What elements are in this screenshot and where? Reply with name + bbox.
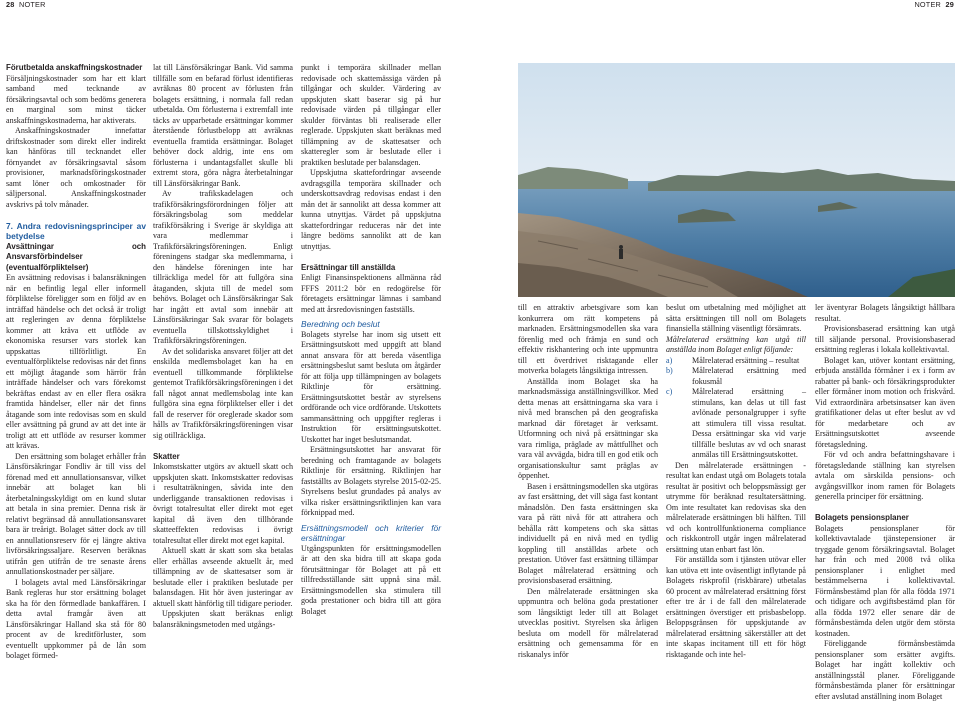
paragraph: Enligt Finansinspektionens allmänna råd FFFS 2011:2 bör en redogörelse för företagets ersättningar lämnas i samband med att årsredovisningen fastställs. xyxy=(301,273,441,314)
paragraph: beslut om utbetalning med möjlighet att sätta ersättningen till noll om Bolagets finansiella ställning väsentligt försämrats. xyxy=(666,303,806,333)
heading-taxes: Skatter xyxy=(153,451,180,461)
text-column-5 xyxy=(666,303,806,659)
list-item: c) Målrelaterad ersättning – stimulans, kan delas ut till fast avlönade personalgrupper i syfte att stimulera till vissa resultat. Dessa ersättningar ska vid varje tillfälle beslutas av vd och snarast anmälas till Ersättningsutskottet. xyxy=(666,387,806,459)
list-item: b) Målrelaterad ersättning med fokusmål xyxy=(666,366,806,386)
paragraph: Uppskjutna skattefordringar avseende avdragsgilla temporära skillnader och underskottsavdrag redovisas endast i den mån det är sannolikt att dessa kommer att kunna utnyttjas. Värdet på uppskjutna skattefordringar reduceras när det inte längre bedöms sannolikt att de kan utnyttjas. xyxy=(301,168,441,251)
archipelago-landscape-image xyxy=(518,63,955,297)
paragraph: Utgångspunkten för ersättningsmodellen är att den ska bidra till att skapa goda förutsättningar för Bolaget att på ett tillfredsställande sätt uppnå sina mål. Ersättningsmodellen ska stimulera till goda prestationer och bidra till att göra Bolaget xyxy=(301,543,441,616)
paragraph: Provisionsbaserad ersättning kan utgå till säljande personal. Provisionsbaserad ersättning regleras i lokala kollektivavtal. xyxy=(815,324,955,354)
paragraph: För anställda som i tjänsten utövar eller kan utöva ett inte oväsentligt inflytande på Bolagets riskprofil (riskbärare) utbetalas 60 procent av målrelaterad ersättning först efter tre år i de fall den målrelaterade ersättningen överstiger ett prisbasbelopp. Beloppsgränsen för uppskjutande av målrelaterad ersättning säkerställer att det inte skapas incitament till ett för högt risktagande och inte hel- xyxy=(666,555,806,659)
paragraph: Bolagets pensionsplaner för kollektivavtalade tjänstepensioner är tryggade genom försäkringsavtal. Bolaget har från och med 2008 två olika pensionsplaner i enlighet med bestämmelserna i kollektivavtal. Förmånsbestämd plan för alla födda 1971 och tidigare och avgiftsbestämd plan för alla födda 1972 eller senare där de förmånsbestämda delen utgör dem största kostnaden. xyxy=(815,523,955,638)
paragraph: ler äventyrar Bolagets långsiktigt hållbara resultat. xyxy=(815,303,955,323)
paragraph-italic: Målrelaterad ersättning kan utgå till anställda inom Bolaget enligt följande: xyxy=(666,334,806,354)
text-column-1 xyxy=(6,63,146,660)
paragraph: Anställda inom Bolaget ska ha marknadsmässiga anställningsvillkor. Med detta menas att ersättningarna ska vara i nivå med branschen på den geografiska marknad där företaget är verksamt. Utformning och nivå på ersättningar ska vara rimliga, präglade av måttfullhet och vara väl avvägda, bidra till en god etik och organisationskultur samt präglas av öppenhet. xyxy=(518,376,658,480)
paragraph: punkt i temporära skillnader mellan redovisade och skattemässiga värden på tillgångar och skulder. Värdering av uppskjuten skatt baserar sig på hur redovisade värden på tillgångar eller skulder förväntas bli realiserade eller reglerade. Uppskjuten skatt beräknas med tillämpning av de skattesatser och skatteregler som är beslutade eller i praktiken beslutade per balansdagen. xyxy=(301,63,441,167)
paragraph: till en attraktiv arbetsgivare som kan konkurrera om rätt kompetens på marknaden. Ersättningsmodellen ska vara förenlig med och främja en sund och effektiv riskhantering och inte uppmuntra till ett överdrivet risktagande eller motverka bolagets långsiktiga intressen. xyxy=(518,303,658,375)
running-header-left xyxy=(6,0,46,9)
section-label-right: NOTER xyxy=(914,0,941,9)
text-column-3 xyxy=(301,63,441,648)
running-header-right xyxy=(914,0,954,9)
landscape-photo xyxy=(518,63,955,297)
paragraph: Den målrelaterade ersättningen - resultat kan endast utgå om Bolagets totala resultat är positivt och beloppsmässigt ger utrymme för beräknad resultatersättning. Om inte resultatet kan redovisas ska den målrelaterade ersättningen bli hälften. Till vd och kontrollfunktionerna compliance och riskkontroll utgår ingen målrelaterad ersättning utan enbart fast lön. xyxy=(666,460,806,554)
page-number-right: 29 xyxy=(945,0,954,9)
text-column-2 xyxy=(153,63,293,648)
paragraph: Föreliggande förmånsbestämda pensionsplaner som ersätter avgifts. Bolaget har ingått kollektiv och anställningsstål planer. Föreliggande förmånsbestämda planer för ersättningar efter avslutad anställning inom Bolaget xyxy=(815,639,955,701)
paragraph: Av det solidariska ansvaret följer att det enskilda medlemsbolaget kan ha en eventuell tillkommande förpliktelse gentemot Trafikförsäkringsföreningen i det fall något annat medlemsbolag inte kan fullgöra sina egna förpliktelser eller i det fall de reserver för oreglerade skador som hålls av Trafikförsäkringsföreningen visar sig otillräckliga. xyxy=(153,346,293,440)
paragraph: Den ersättning som bolaget erhåller från Länsförsäkringar Fondliv är till viss del förenad med ett annullationsansvar, vilket innebär att bolaget kan bli återbetalningsskyldigt om en kund slutar att betala in sina premier. Denna risk är relativt begränsad då annullationsansvaret bara är treårigt. Bolaget sätter dock av till en annullationsreserv för ej längre aktiva livförsäkringssaljare. Reserven beräknas utifrån gen utifrån de tre senaste årens annullationskostnader per säljare. xyxy=(6,451,146,576)
list-item: a) Målrelaterad ersättning – resultat xyxy=(666,355,800,365)
paragraph: I bolagets avtal med Länsförsäkringar Bank regleras hur stor ersättning bolaget ska ha för den förmedlade bankaffären. I detta avtal framgår även att Länsförsäkringar Halland ska stå för 80 procent av de kreditförluster, som eventuellt uppkommer på de lån som bolaget förmed- xyxy=(6,577,146,660)
paragraph: Försäljningskostnader som har ett klart samband med tecknande av försäkringsavtal och som bedöms generera en marginal som minst täcker anskaffningskostnaderna, har aktiverats. xyxy=(6,73,146,125)
heading-pension-plans: Bolagets pensionsplaner xyxy=(815,513,909,522)
paragraph: För vd och andra befattningshavare i företagsledande ställning kan styrelsen avtala om särskilda pensions- och avgångsvillkor inom ramen för Bolagets generella principer för ersättning. xyxy=(815,450,955,501)
paragraph: Inkomstskatter utgörs av aktuell skatt och uppskjuten skatt. Inkomstskatter redovisas i resultaträkningen, såvida inte den underliggande transaktionen redovisas i övrigt totalresultat eller direkt mot eget kapital då även den tillhörande skatteeffekten redovisas i övrigt totalresultat eller direkt mot eget kapital. xyxy=(153,462,293,545)
paragraph: Den målrelaterade ersättningen ska uppmuntra och belöna goda prestationer som långsiktigt leder till att Bolaget utvecklas positivt. Styrelsen ska årligen besluta om modell för målrelaterad ersättning och gemensamma för en riskanalys inför xyxy=(518,586,658,659)
text-column-4 xyxy=(518,303,658,659)
paragraph: lat till Länsförsäkringar Bank. Vid samma tillfälle som en befarad förlust identifieras avräknas 80 procent av förlusten från bolagets ersättning, i normala fall redan utbetalda. Om förlusterna i extremfall inte täcks av upparbetade ersättningar kommer återstående förlustbelopp att avräknas eventuella framtida ersättningar. Bolaget behöver dock aldrig, inte ens om förlusterna i undantagsfallet skulle bli extremt stora, göra några återbetalningar till Länsförsäkringar Bank. xyxy=(153,63,293,188)
paragraph: Aktuell skatt är skatt som ska betalas eller erhållas avseende aktuellt år, med tillämpning av de skattesatser som är beslutade eller i praktiken beslutade per balansdagen. Hit hör även justeringar av aktuell skatt hänförlig till tidigare perioder. xyxy=(153,546,293,608)
page-number-left: 28 xyxy=(6,0,15,9)
paragraph: Anskaffningskostnader innefattar driftskostnader som direkt eller indirekt kan hänföras till tecknandet eller förnyandet av försäkringsavtal såsom provisioner, marknadsföringskostnader samt löner och omkostnader för säljpersonal. Anskaffningskostnader avskrivs på tolv månader. xyxy=(6,126,146,209)
heading-remuneration-model: Ersättningsmodell och kriterier för ersättningar xyxy=(301,522,441,543)
heading-provisions-contingent: Avsättningar och Ansvarsförbindelser (eventualförpliktelser) xyxy=(6,241,146,272)
remuneration-types-list xyxy=(666,356,806,461)
section-label-left: NOTER xyxy=(19,0,46,9)
person-figure xyxy=(619,245,623,259)
heading-deferred-acquisition-costs: Förutbetalda anskaffningskostnader xyxy=(6,63,143,72)
paragraph: Basen i ersättningsmodellen ska utgöras av fast ersättning, det vill säga fast kontant månadslön. Den fasta ersättningen ska vara på rätt nivå för att attrahera och behålla rätt kompetens och ska sättas individuellt på en nivå med en tydlig koppling till anställdas arbete och prestation. Utöver fast ersättning tillämpar Bolaget målrelaterad ersättning och provisionsbaserad ersättning. xyxy=(518,481,658,585)
heading-note-7: 7. Andra redovisningsprinciper av betydelse xyxy=(6,220,146,241)
paragraph: Ersättningsutskottet har ansvarat för beredning och framtagande av bolagets Riktlinje för ersättning. Riktlinjen har fastställts av Bolagets styrelse 2015-02-25. Styrelsens beslut grundades på analys av vilka risker ersättningsriktlinjen kan vara förknippad med. xyxy=(301,445,441,517)
heading-preparation-decision: Beredning och beslut xyxy=(301,319,380,329)
paragraph: En avsättning redovisas i balansräkningen när en befintlig legal eller informell förpliktelse föreligger som en följd av en inträffad händelse och det också är troligt att regleringen av denna förpliktelse kommer att kräva ett utflöde av ekonomiska resurser vars storlek kan uppskattas tillförlitligt. En eventualförpliktelse redovisas när det finns ett möjligt åtagande som härrör från inträffade händelser och vars förekomst bekräftas endast av en eller flera osäkra framtida händelser, eller när det finns åtagande som inte redovisas som en skuld eller avsättning på grund av att det inte är troligt att ett utflöde av resurser kommer att krävas. xyxy=(6,273,146,450)
heading-employee-remuneration: Ersättningar till anställda xyxy=(301,262,396,272)
text-column-6 xyxy=(815,303,955,701)
paragraph: Bolagets styrelse har inom sig utsett ett Ersättningsutskott med uppgift att bland annat ansvara för att bereda väsentliga ersättningsbeslut samt besluta om åtgärder för att följa upp tillämpningen av bolagets Riktlinje för ersättning. Ersättningsutskottet består av styrelsens ordförande och vice ordförande. Utskottets sammansättning och uppgifter regleras i Instruktion för ersättningsutskottet. Utskottet har inget beslutsmandat. xyxy=(301,329,441,444)
paragraph: Uppskjuten skatt beräknas enligt balansräkningsmetoden med utgångs- xyxy=(153,609,293,629)
paragraph: Bolaget kan, utöver kontant ersättning, erbjuda anställda förmåner i ex i form av rabatter på bank- och försäkringsprodukter eller förmåner inom motion och friskvård. Vid extraordinära arbetsinsatser kan även gratifikationer delas ut efter beslut av vd för medarbetare och av Ersättningsutskottet avseende företagsledning. xyxy=(815,355,955,449)
paragraph: Av trafikskadelagen och trafikförsäkringsförordningen följer att försäkringsbolag som meddelar trafikförsäkring i Sverige är skyldiga att vara medlemmar i Trafikförsäkringsföreningen. Enligt föreningens stadgar ska medlemmarna, i den händelse föreningen inte har tillräckliga medel för att fullgöra sina åtaganden, skjuta till de medel som behövs. Bolaget och Länsförsäkringar Sak har ingått ett avtal som innebär att Länsförsäkringar Sak svarar för bolagets eventuella tillskottsskyldighet i Trafikförsäkringsföreningen. xyxy=(153,189,293,345)
